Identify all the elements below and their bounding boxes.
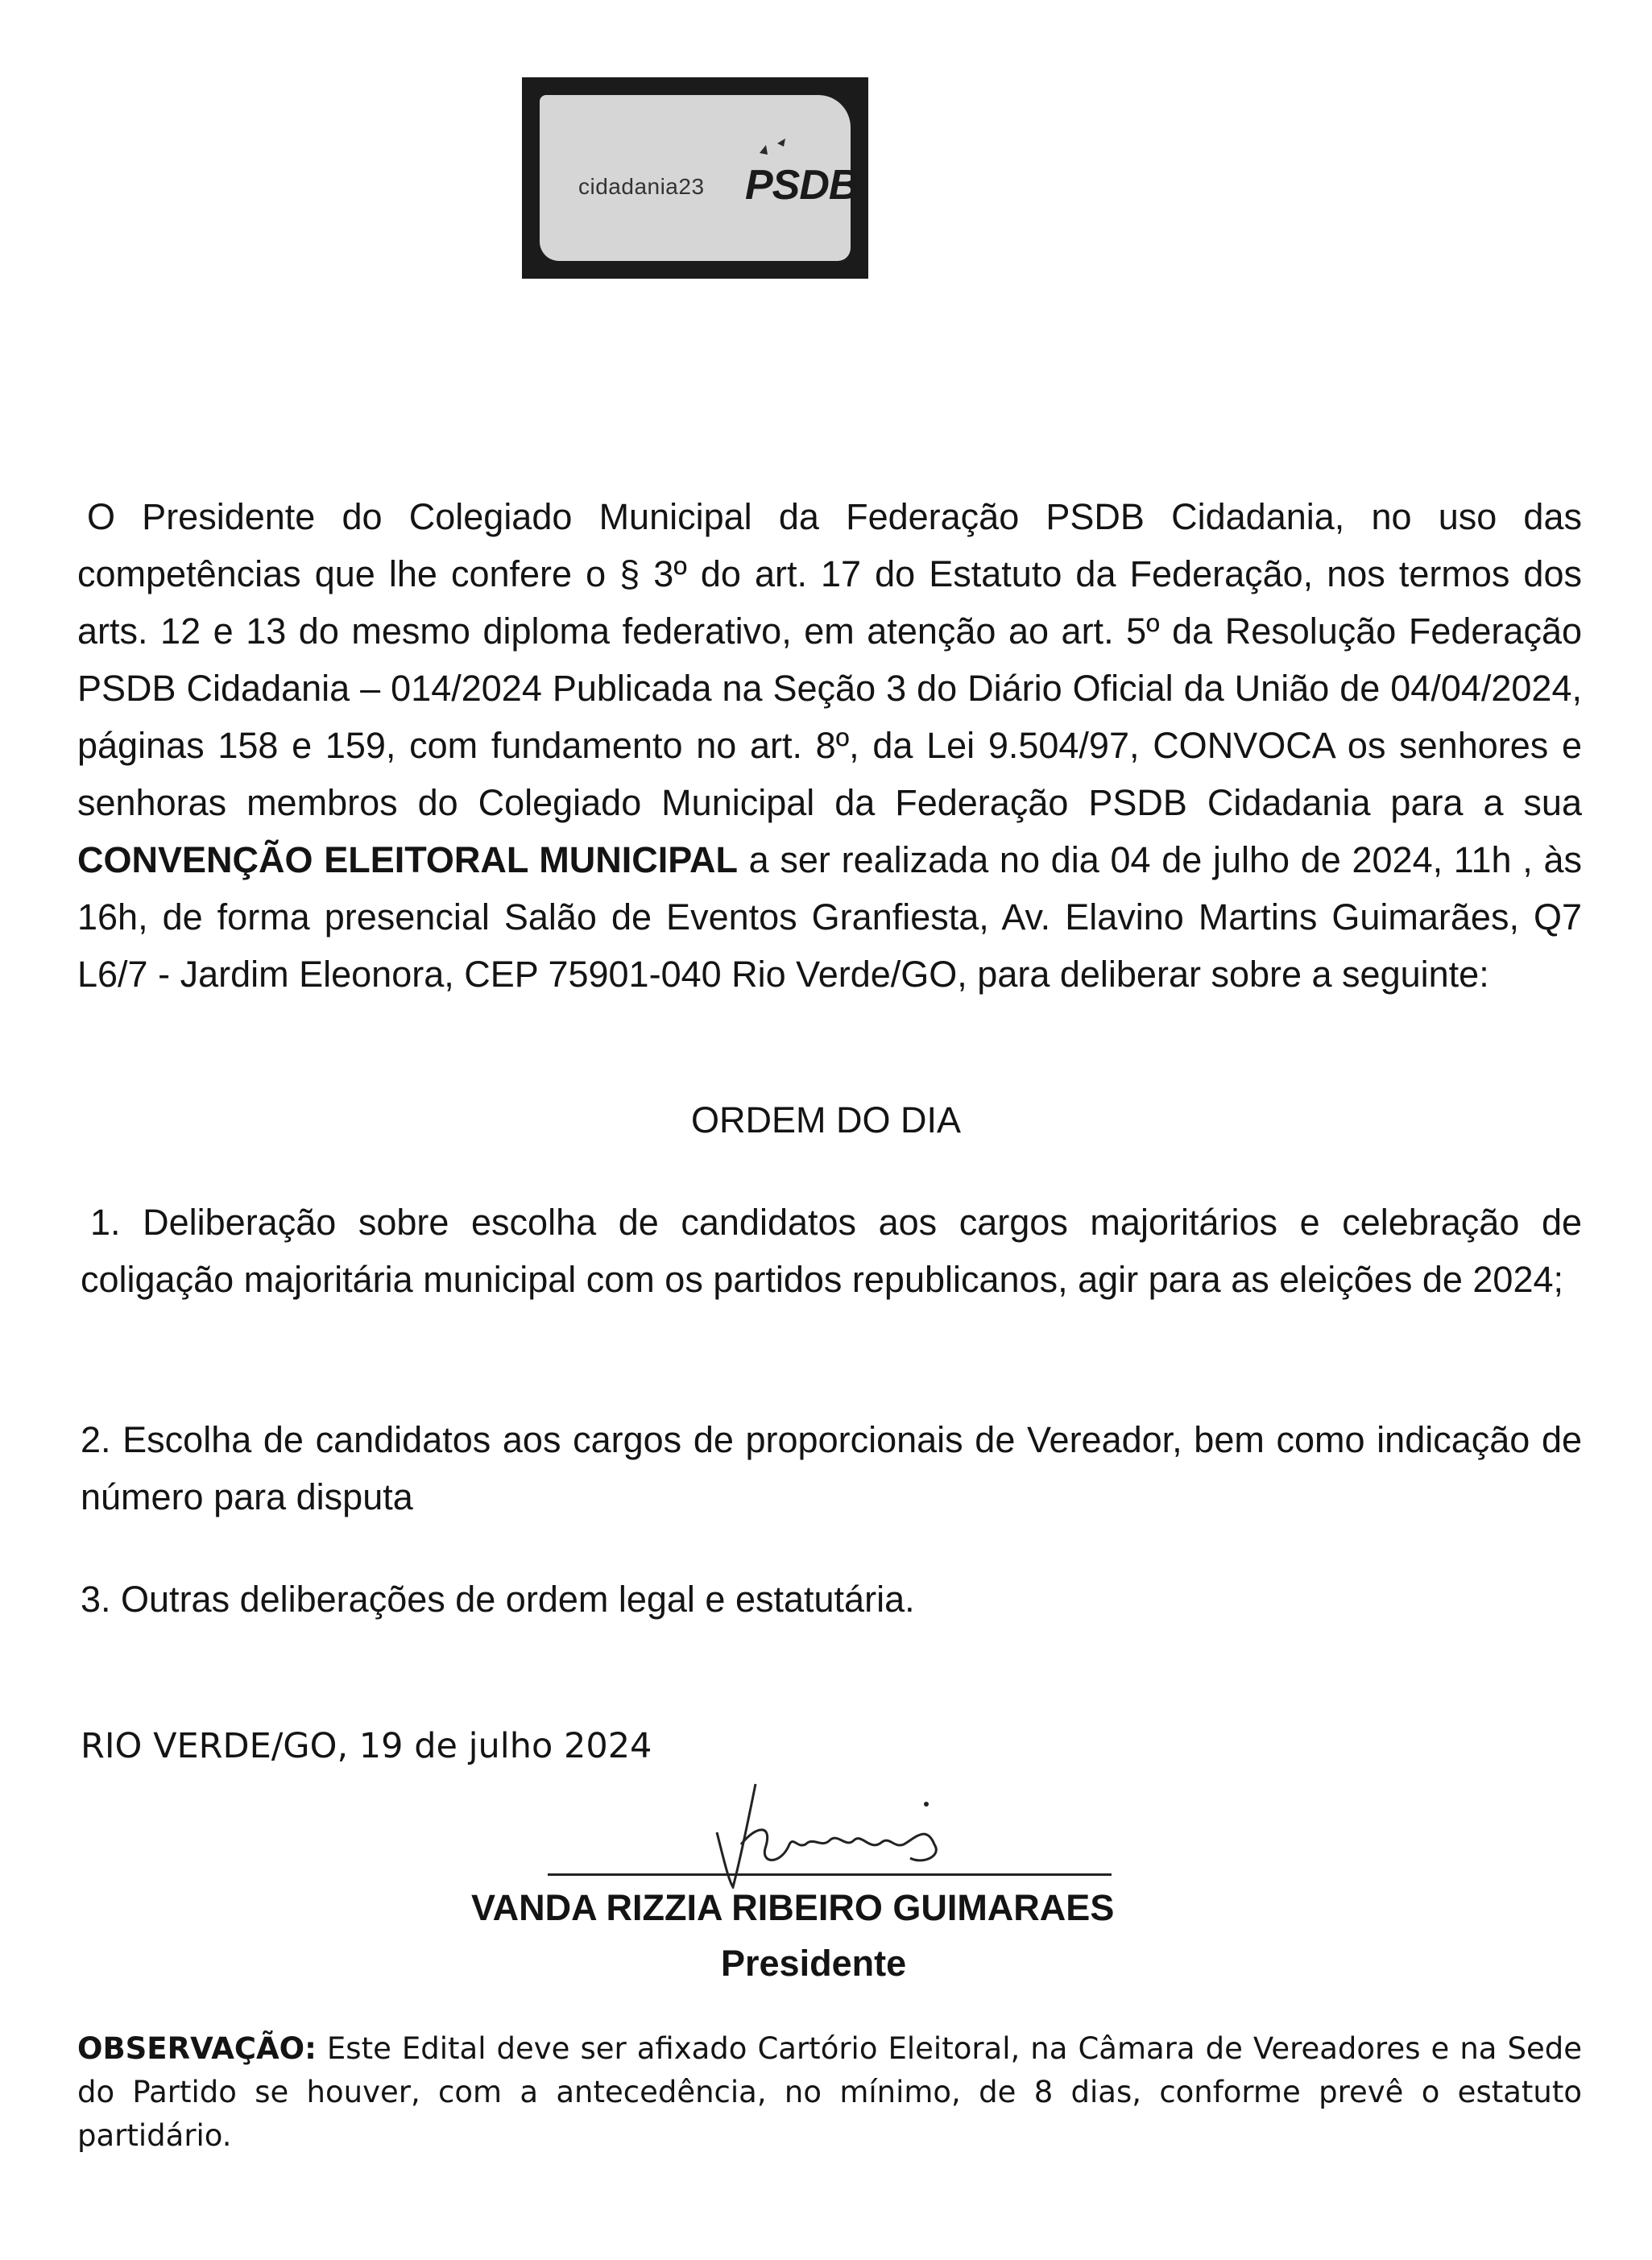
agenda-item-2: 2. Escolha de candidatos aos cargos de proporcionais de Vereador, bem como indicação de número para disputa [81, 1419, 1582, 1517]
signature-line [548, 1873, 1112, 1876]
observation-label: OBSERVAÇÃO: [77, 2031, 317, 2066]
signatory-role: Presidente [721, 1943, 907, 1984]
place-date: RIO VERDE/GO, 19 de julho 2024 [81, 1726, 652, 1766]
agenda-heading: ORDEM DO DIA [690, 1099, 962, 1140]
agenda-item-1: 1. Deliberação sobre escolha de candidatos aos cargos majoritários e celebração de coligação majoritária municipal com os partidos republicanos, agir para as eleições de 2024; [81, 1202, 1582, 1300]
agenda-item-3: 3. Outras deliberações de ordem legal e estatutária. [81, 1579, 915, 1620]
logo-cidadania-text: cidadania23 [578, 174, 705, 199]
paragraph-text-part1: O Presidente do Colegiado Municipal da Federação PSDB Cidadania, no uso das competências que lhe confere o § 3º do art. 17 do Estatuto da Federação, nos termos dos arts. 12 e 13 do mesmo diploma federativo, em atenção ao art. 5º da Resolução Federação PSDB Cidadania – 014/2024 Publicada na Seção 3 do Diário Oficial da União de 04/04/2024, páginas 158 e 159, com fundamento no art. 8º, da Lei 9.504/97, CONVOCA os senhores e senhoras membros do Colegiado Municipal da Federação PSDB Cidadania para a sua [77, 496, 1582, 823]
party-logo [522, 77, 868, 279]
signatory-name: VANDA RIZZIA RIBEIRO GUIMARAES [471, 1887, 1115, 1928]
observation-text: Este Edital deve ser afixado Cartório Eleitoral, na Câmara de Vereadores e na Sede do Partido se houver, com a antecedência, no mínimo, de 8 dias, conforme prevê o estatuto partidário. [77, 2031, 1582, 2153]
paragraph-text-part2: a ser realizada no dia 04 de julho de 2024, 11h , às 16h, de forma presencial Salão de Eventos Granfiesta, Av. Elavino Martins Guimarães, Q7 L6/7 - Jardim Eleonora, CEP 75901-040 Rio Verde/GO, para deliberar sobre a seguinte: [77, 839, 1582, 995]
observation-note [77, 2027, 1582, 2158]
handwritten-signature [693, 1768, 983, 1889]
bird-icon [753, 137, 801, 161]
logo-psdb-text: PSDB [745, 162, 859, 209]
convention-title: CONVENÇÃO ELEITORAL MUNICIPAL [77, 839, 738, 880]
logo-card [540, 95, 859, 261]
convocation-paragraph [77, 488, 1582, 1003]
